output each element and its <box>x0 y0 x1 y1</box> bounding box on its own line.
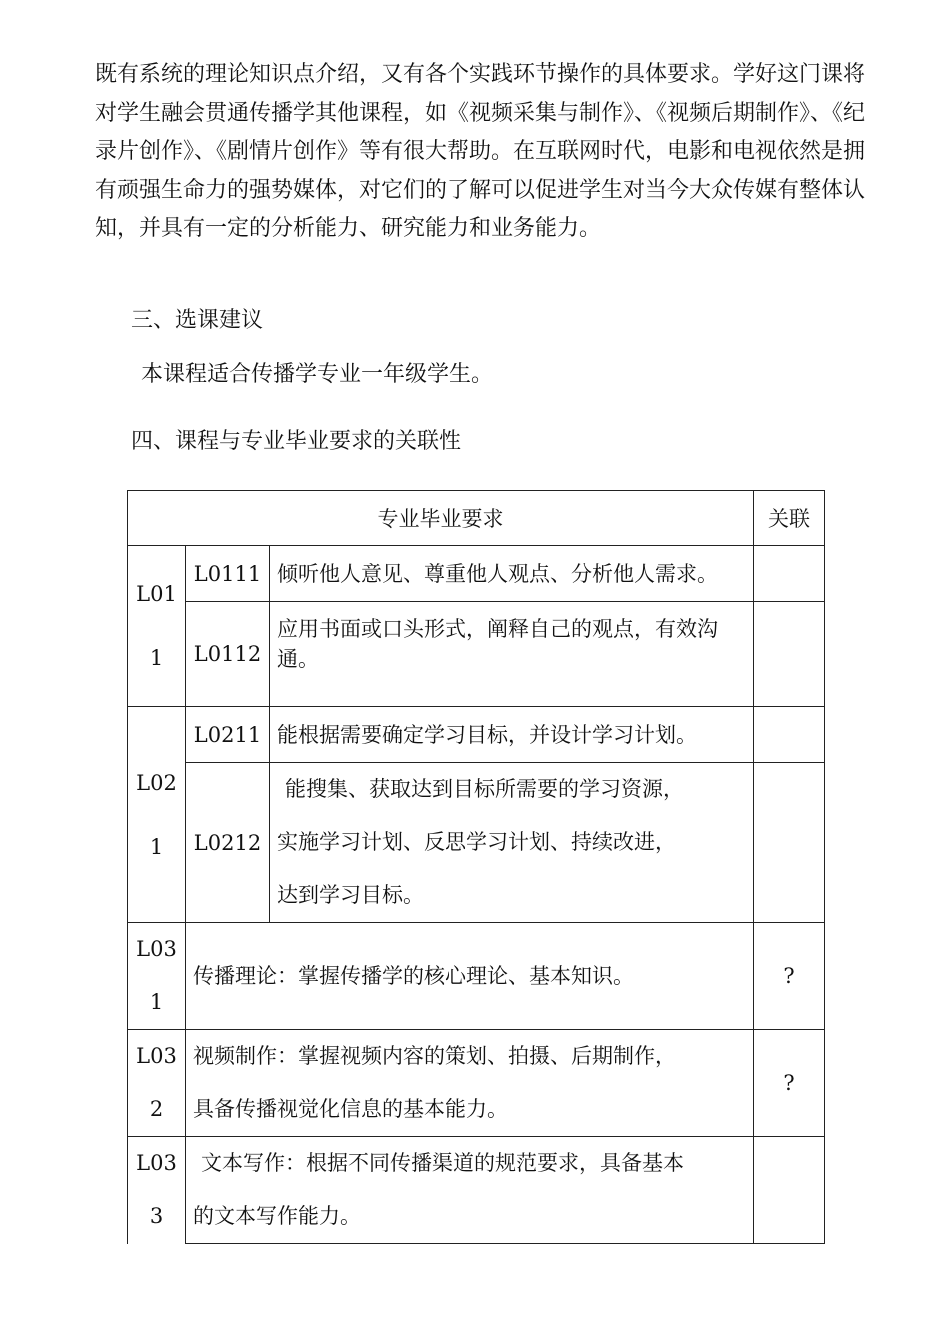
desc-cell <box>270 602 754 707</box>
group-code-line: 1 <box>149 990 164 1014</box>
code-cell: L0111 <box>186 546 270 602</box>
group-code-line: 2 <box>149 1097 164 1121</box>
relation-cell: ? <box>754 1030 825 1137</box>
desc-cell: 能根据需要确定学习目标，并设计学习计划。 <box>270 707 754 763</box>
desc-line: 的文本写作能力。 <box>193 1204 361 1228</box>
header-relation: 关联 <box>754 491 825 546</box>
relation-cell <box>754 707 825 763</box>
header-requirements: 专业毕业要求 <box>128 491 754 546</box>
relation-cell <box>754 546 825 602</box>
group-code-lo31 <box>128 923 186 1030</box>
table-row <box>128 1137 825 1244</box>
table-row <box>128 763 825 923</box>
table-row <box>128 1030 825 1137</box>
table-row <box>128 546 825 602</box>
group-code-line: 1 <box>149 834 164 859</box>
table-row <box>128 923 825 1030</box>
desc-cell <box>186 1137 754 1244</box>
desc-cell <box>270 763 754 923</box>
table-row <box>128 707 825 763</box>
group-code-line: 1 <box>149 646 164 670</box>
desc-line: 视频制作：掌握视频内容的策划、拍摄、后期制作， <box>193 1044 676 1068</box>
relation-cell: ? <box>754 923 825 1030</box>
desc-line: 文本写作：根据不同传播渠道的规范要求，具备基本 <box>201 1151 684 1175</box>
group-code-line: L03 <box>136 1151 177 1176</box>
desc-cell: 倾听他人意见、尊重他人观点、分析他人需求。 <box>270 546 754 602</box>
relation-cell <box>754 602 825 707</box>
table-header-row <box>128 491 825 546</box>
desc-cell <box>186 1030 754 1137</box>
code-cell: L0212 <box>186 763 270 923</box>
desc-line: 具备传播视觉化信息的基本能力。 <box>193 1097 508 1121</box>
desc-text: 应用书面或口头形式，阐释自己的观点，有效沟通。 <box>277 617 718 671</box>
group-code-lo1 <box>128 546 186 707</box>
relation-cell <box>754 763 825 923</box>
group-code-lo33 <box>128 1137 186 1244</box>
group-code-line: L03 <box>136 937 177 961</box>
group-code-line: L03 <box>136 1044 177 1068</box>
section-heading-graduation-relevance: 四、课程与专业毕业要求的关联性 <box>131 429 462 454</box>
code-cell: L0211 <box>186 707 270 763</box>
desc-cell: 传播理论：掌握传播学的核心理论、基本知识。 <box>186 923 754 1030</box>
graduation-requirements-table <box>127 490 825 1244</box>
code-cell: L0112 <box>186 602 270 707</box>
desc-line: 实施学习计划、反思学习计划、持续改进， <box>277 830 676 854</box>
table-row <box>128 602 825 707</box>
group-code-lo2 <box>128 707 186 923</box>
course-selection-text: 本课程适合传播学专业一年级学生。 <box>141 362 494 387</box>
section-heading-course-selection: 三、选课建议 <box>131 308 264 333</box>
relation-cell <box>754 1137 825 1244</box>
group-code-line: 3 <box>149 1204 164 1229</box>
desc-line: 能搜集、获取达到目标所需要的学习资源， <box>285 777 684 801</box>
intro-paragraph: 既有系统的理论知识点介绍，又有各个实践环节操作的具体要求。学好这门课将对学生融会贯通传播学其他课程，如《视频采集与制作》、《视频后期制作》、《纪录片创作》、《剧情片创作》等有很大帮助。在互联网时代，电影和电视依然是拥有顽强生命力的强势媒体，对它们的了解可以促进学生对当今大众传媒有整体认知，并具有一定的分析能力、研究能力和业务能力。 <box>95 62 866 242</box>
group-code-lo32 <box>128 1030 186 1137</box>
group-code-line: L02 <box>136 770 177 795</box>
group-code-line: L01 <box>136 582 177 606</box>
desc-line: 达到学习目标。 <box>277 883 424 907</box>
